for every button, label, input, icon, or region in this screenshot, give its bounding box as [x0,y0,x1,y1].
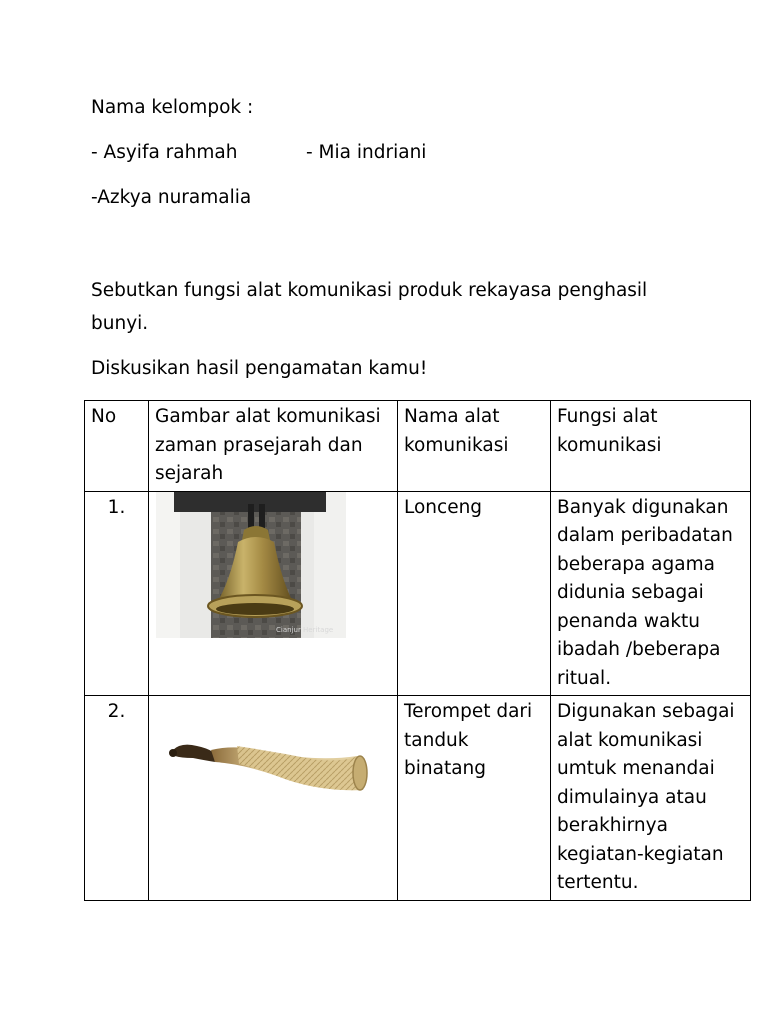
member-3: -Azkya nuramalia [91,187,252,208]
table-row [85,491,751,696]
header-no: No [85,401,149,492]
row-number: 1. [85,491,149,696]
row-name: Lonceng [398,491,551,696]
observation-table [84,400,751,901]
row-function: Digunakan sebagai alat komunikasi umtuk menandai dimulainya atau berakhirnya kegiatan-kegiatan tertentu. [551,696,751,901]
table-header-row [85,401,751,492]
row-function: Banyak digunakan dalam peribadatan beberapa agama didunia sebagai penanda waktu ibadah /beberapa ritual. [551,491,751,696]
bell-watermark: Cianjur Heritage [276,625,334,634]
horn-image [167,732,377,812]
bell-image [156,492,346,638]
header-name: Nama alat komunikasi [398,401,551,492]
row-image-cell [149,696,398,901]
instruction-line-2: bunyi. [91,313,149,334]
discuss-instruction: Diskusikan hasil pengamatan kamu! [91,358,428,379]
group-label: Nama kelompok : [91,97,254,118]
table-row [85,696,751,901]
instruction-line-1: Sebutkan fungsi alat komunikasi produk rekayasa penghasil [91,280,648,301]
member-1: - Asyifa rahmah [91,142,238,163]
header-function: Fungsi alat komunikasi [551,401,751,492]
row-image-cell [149,491,398,696]
header-image: Gambar alat komunikasi zaman prasejarah dan sejarah [149,401,398,492]
row-name: Terompet dari tanduk binatang [398,696,551,901]
row-number: 2. [85,696,149,901]
member-2: - Mia indriani [306,142,427,163]
